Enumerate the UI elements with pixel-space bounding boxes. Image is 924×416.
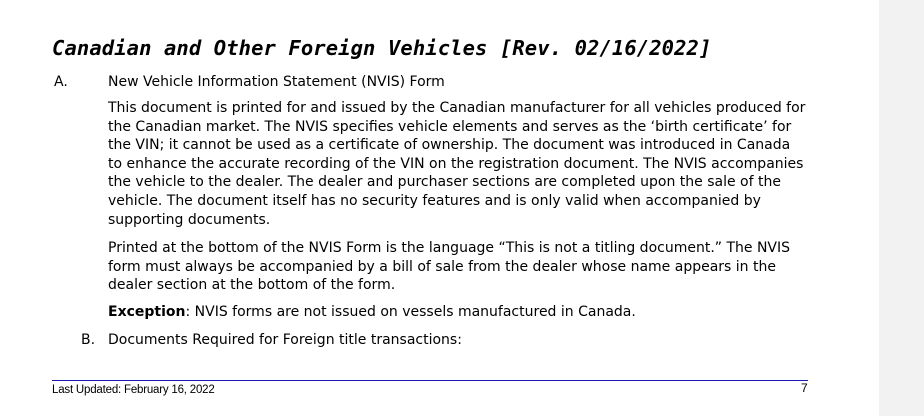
section-b-label: B. — [81, 332, 96, 348]
page-number: 7 — [801, 381, 808, 395]
section-a-label: A. — [54, 74, 68, 90]
section-b-heading: Documents Required for Foreign title transactions: — [108, 332, 462, 348]
exception-label: Exception — [108, 304, 186, 320]
exception-text: : NVIS forms are not issued on vessels manufactured in Canada. — [185, 304, 636, 320]
footer-divider — [52, 380, 808, 381]
nvis-language-paragraph: Printed at the bottom of the NVIS Form is the language “This is not a titling document.” The NVIS form must always be accompanied by a bill of sale from the dealer whose name appears in the dealer section at the bottom of the form. — [108, 240, 791, 294]
nvis-description-paragraph: This document is printed for and issued by the Canadian manufacturer for all vehicles produced for the Canadian market. The NVIS specifies vehicle elements and serves as the ‘birth certificate’ for the VIN; it cannot be used as a certificate of ownership. The document was introduced in Canada to enhance the accurate recording of the VIN on the registration document. The NVIS accompanies the vehicle to the dealer. The dealer and purchaser sections are completed upon the sale of the vehicle. The document itself has no security features and is only valid when accompanied by supporting documents. — [108, 100, 806, 228]
exception-paragraph — [108, 303, 808, 322]
section-title: Canadian and Other Foreign Vehicles [Rev. 02/16/2022] — [52, 36, 712, 60]
footer-last-updated: Last Updated: February 16, 2022 — [52, 384, 215, 396]
viewer-gutter — [879, 0, 924, 416]
section-a-heading: New Vehicle Information Statement (NVIS) Form — [108, 74, 445, 90]
